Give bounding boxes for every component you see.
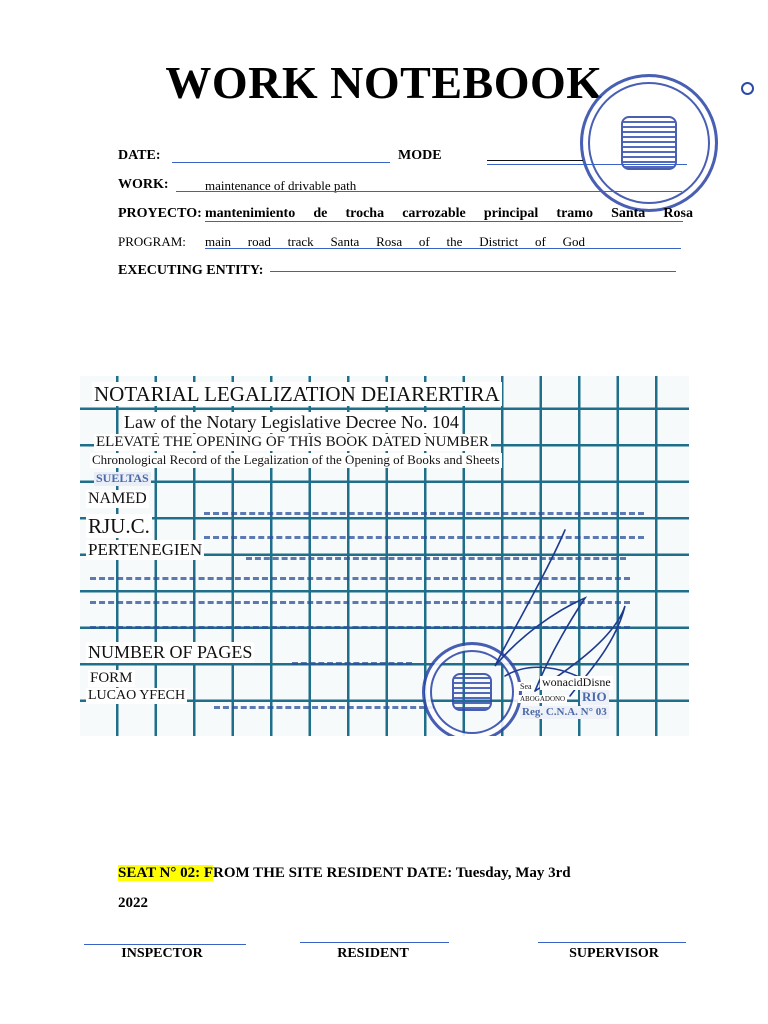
work-field-line	[176, 191, 682, 192]
seat-line	[118, 865, 571, 882]
executing-entity-label: EXECUTING ENTITY:	[118, 263, 264, 278]
program-value: main road track Santa Rosa of the District of God	[205, 234, 585, 249]
legalization-abogadono: ABOGADONO	[520, 695, 566, 703]
mode-field-line-blue	[487, 164, 687, 165]
date-label: DATE:	[118, 148, 161, 163]
legalization-reg: Reg. C.N.A. N° 03	[522, 706, 607, 718]
mode-label: MODE	[398, 148, 442, 163]
document-title: WORK NOTEBOOK	[165, 57, 603, 108]
legalization-sea: Sea	[520, 682, 532, 691]
legalization-number-of-pages: NUMBER OF PAGES	[88, 642, 253, 662]
legalization-pertenegien: PERTENEGIEN	[88, 540, 203, 559]
legalization-form: FORM	[90, 670, 133, 686]
legalization-chronological: Chronological Record of the Legalization of the Opening of Books and Sheets	[92, 452, 500, 467]
lucao-dashes	[214, 706, 434, 709]
supervisor-signature-line	[538, 942, 686, 943]
inspector-label: INSPECTOR	[121, 946, 203, 961]
supervisor-label: SUPERVISOR	[569, 946, 659, 961]
pages-dashes	[292, 662, 412, 665]
proyecto-field-line	[205, 221, 683, 222]
notarial-legalization-panel	[80, 376, 689, 736]
legalization-law: Law of the Notary Legislative Decree No. 104	[124, 412, 459, 432]
mode-field-line	[487, 160, 583, 161]
legalization-lucao: LUCAO YFECH	[88, 688, 186, 703]
work-label: WORK:	[118, 177, 169, 192]
named-dashes	[204, 512, 644, 515]
resident-label: RESIDENT	[337, 946, 409, 961]
seat-number-highlight: SEAT N° 02: F	[118, 865, 214, 881]
proyecto-value: mantenimiento de trocha carrozable principal tramo Santa Rosa	[205, 206, 693, 221]
inspector-signature-line	[84, 944, 246, 945]
legalization-heading: NOTARIAL LEGALIZATION DEIARERTIRA	[94, 382, 500, 406]
date-field-line	[172, 162, 390, 163]
seat-year: 2022	[118, 895, 148, 911]
resident-signature-line	[300, 942, 449, 943]
proyecto-label: PROYECTO:	[118, 206, 202, 221]
legalization-sueltas: SUELTAS	[96, 471, 149, 485]
legalization-rio: RIO	[582, 689, 607, 704]
legalization-elevate: ELEVATE THE OPENING OF THIS BOOK DATED NUMBER	[96, 434, 489, 450]
stamp-mark-icon	[741, 82, 754, 95]
seat-description: ROM THE SITE RESIDENT DATE: Tuesday, May 3rd	[213, 865, 571, 881]
legalization-rjuc: RJU.C.	[88, 514, 150, 538]
legalization-signer: wonacidDisne	[542, 675, 611, 689]
program-field-line	[205, 248, 681, 249]
program-label: PROGRAM:	[118, 234, 186, 249]
executing-entity-field-line	[270, 271, 676, 272]
work-value: maintenance of drivable path	[205, 178, 357, 193]
legalization-named: NAMED	[88, 490, 147, 507]
